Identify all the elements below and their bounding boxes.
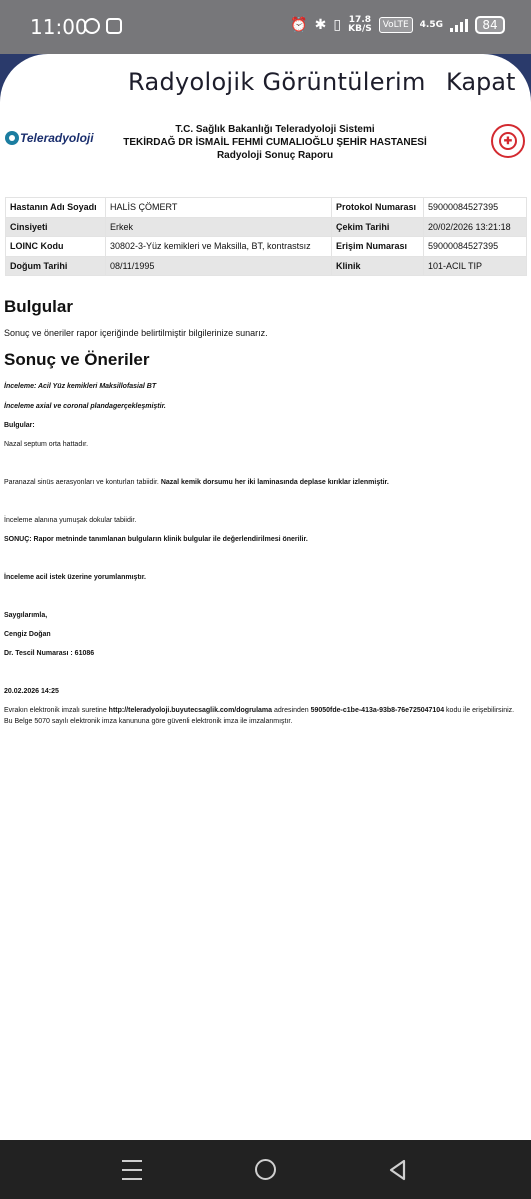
table-row <box>6 256 527 276</box>
soft-tissue-line: İnceleme alanına yumuşak dokular tabiidir. <box>4 517 137 524</box>
table-value: 08/11/1995 <box>106 256 332 276</box>
results-heading: Sonuç ve Öneriler <box>4 350 150 369</box>
table-key: Erişim Numarası <box>332 237 424 257</box>
vibrate-icon: ▯ <box>333 17 342 33</box>
report-header-text <box>80 123 470 162</box>
nav-bar <box>0 1140 531 1199</box>
exam-line: İnceleme: Acil Yüz kemikleri Maksillofasial BT <box>4 383 157 390</box>
page-title: Radyolojik Görüntülerim <box>128 68 426 96</box>
sinus-line: Paranazal sinüs aerasyonları ve konturları tabiidir. Nazal kemik dorsumu her iki laminasında deplase kırıklar izlenmiştir. <box>4 479 389 486</box>
registry-number: Dr. Tescil Numarası : 61086 <box>4 650 95 657</box>
table-key: Hastanın Adı Soyadı <box>6 198 106 218</box>
volte-badge: VoLTE <box>379 17 413 33</box>
signal-icon <box>450 18 468 32</box>
table-row <box>6 198 527 218</box>
table-value: 30802-3-Yüz kemikleri ve Maksilla, BT, kontrastsız <box>106 237 332 257</box>
plane-line: İnceleme axial ve coronal plandagerçekleşmiştir. <box>4 403 166 410</box>
status-right <box>290 16 505 34</box>
bluetooth-icon: ✱ <box>314 17 327 33</box>
table-key: LOINC Kodu <box>6 237 106 257</box>
instagram-icon <box>106 18 122 34</box>
patient-info-table <box>5 197 527 276</box>
battery-icon: 84 <box>475 16 505 34</box>
close-button[interactable]: Kapat <box>446 68 516 96</box>
table-value: Erkek <box>106 217 332 237</box>
report-date: 20.02.2026 14:25 <box>4 688 59 695</box>
status-bar <box>0 0 531 54</box>
report-header-line3: Radyoloji Sonuç Raporu <box>216 150 334 161</box>
table-key: Çekim Tarihi <box>332 217 424 237</box>
verify-code: 59050fde-c1be-413a-93b8-76e725047104 <box>310 707 445 714</box>
urgent-line: İnceleme acil istek üzerine yorumlanmıştır. <box>4 574 147 581</box>
table-value: 101-ACIL TIP <box>424 256 527 276</box>
esign-line: Bu Belge 5070 sayılı elektronik imza kanununa göre güvenli elektronik imza ile imzalanmıştır. <box>4 718 293 725</box>
table-value: 20/02/2026 13:21:18 <box>424 217 527 237</box>
net-speed: 17.8 KB/S <box>348 15 372 34</box>
table-key: Protokol Numarası <box>332 198 424 218</box>
table-key: Cinsiyeti <box>6 217 106 237</box>
septum-line: Nazal septum orta hattadır. <box>4 441 89 448</box>
verify-line: Evrakın elektronik imzalı suretine http://teleradyoloji.buyutecsaglik.com/dogrulama adresinden 59050fde-c1be-413a-93b8-76e725047104 kodu ile erişebilirsiniz. <box>4 707 515 714</box>
regards-line: Saygılarımla, <box>4 612 48 619</box>
fracture-finding: Nazal kemik dorsumu her iki laminasında deplase kırıklar izlenmiştir. <box>160 479 389 486</box>
menu-icon[interactable] <box>122 1160 142 1180</box>
findings-label: Bulgular: <box>4 422 35 429</box>
teleradyoloji-logo: Teleradyoloji <box>5 131 94 145</box>
verify-link[interactable]: http://teleradyoloji.buyutecsaglik.com/dogrulama <box>108 707 273 714</box>
table-row <box>6 237 527 257</box>
home-icon[interactable] <box>255 1159 276 1180</box>
table-value: 59000084527395 <box>424 237 527 257</box>
conclusion-line: SONUÇ: Rapor metninde tanımlanan bulguların klinik bulgular ile değerlendirilmesi önerilir. <box>4 536 308 543</box>
table-row <box>6 217 527 237</box>
network-type: 4.5G <box>419 19 443 30</box>
table-value: HALİS ÇÖMERT <box>106 198 332 218</box>
table-key: Klinik <box>332 256 424 276</box>
logo-mark-icon <box>5 131 19 145</box>
alarm-icon: ⏰ <box>290 17 308 33</box>
notification-icons <box>84 18 122 34</box>
back-icon[interactable] <box>388 1159 406 1181</box>
ministry-emblem-icon: ✚ <box>499 132 517 150</box>
report-header-line1: T.C. Sağlık Bakanlığı Teleradyoloji Sistemi <box>175 124 375 135</box>
report-header-line2: TEKİRDAĞ DR İSMAİL FEHMİ CUMALIOĞLU ŞEHİR HASTANESİ <box>123 137 427 148</box>
findings-heading: Bulgular <box>4 297 73 316</box>
ministry-logo <box>491 124 525 158</box>
table-key: Doğum Tarihi <box>6 256 106 276</box>
doctor-name: Cengiz Doğan <box>4 631 51 638</box>
table-value: 59000084527395 <box>424 198 527 218</box>
whatsapp-icon <box>84 18 100 34</box>
findings-intro: Sonuç ve öneriler rapor içeriğinde belirtilmiştir bilgilerinize sunarız. <box>4 328 268 338</box>
status-time: 11:00 <box>30 15 88 39</box>
